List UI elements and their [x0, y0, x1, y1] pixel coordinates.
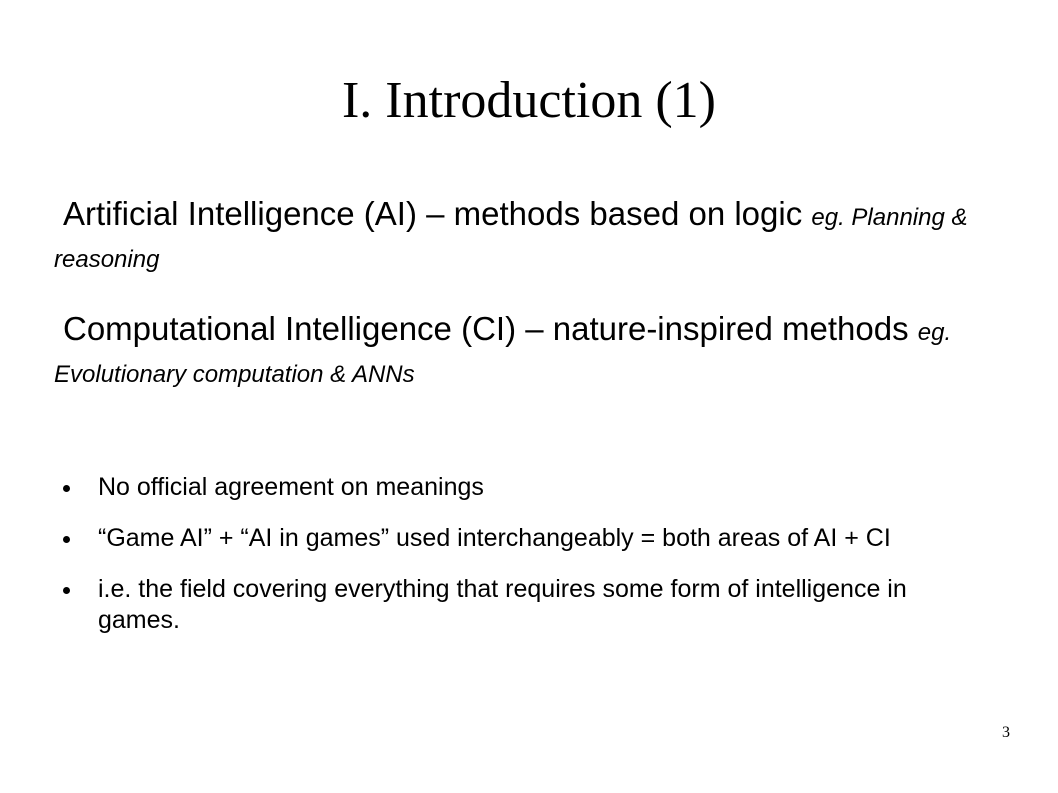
- page-number: 3: [1002, 724, 1010, 741]
- bullet-item: [62, 523, 992, 554]
- bullet-text: i.e. the field covering everything that requires some form of intelligence in games.: [98, 575, 907, 634]
- definition-ai-example: eg. Planning & reasoning: [54, 204, 968, 273]
- bullet-dot-icon: [63, 485, 70, 492]
- bullet-list: [62, 472, 992, 656]
- slide-title: I. Introduction (1): [341, 72, 716, 129]
- bullet-item: [62, 574, 992, 636]
- bullet-item: [62, 472, 992, 503]
- definition-ci: [54, 310, 1014, 394]
- bullet-dot-icon: [63, 587, 70, 594]
- definition-ai: [54, 195, 1014, 279]
- bullet-text: “Game AI” + “AI in games” used interchangeably = both areas of AI + CI: [98, 524, 891, 552]
- definition-ci-example: eg. Evolutionary computation & ANNs: [54, 319, 952, 388]
- definition-ci-text: Computational Intelligence (CI) – nature-inspired methods: [63, 310, 909, 347]
- bullet-dot-icon: [63, 536, 70, 543]
- bullet-text: No official agreement on meanings: [98, 473, 484, 501]
- definition-ai-text: Artificial Intelligence (AI) – methods based on logic: [63, 195, 803, 232]
